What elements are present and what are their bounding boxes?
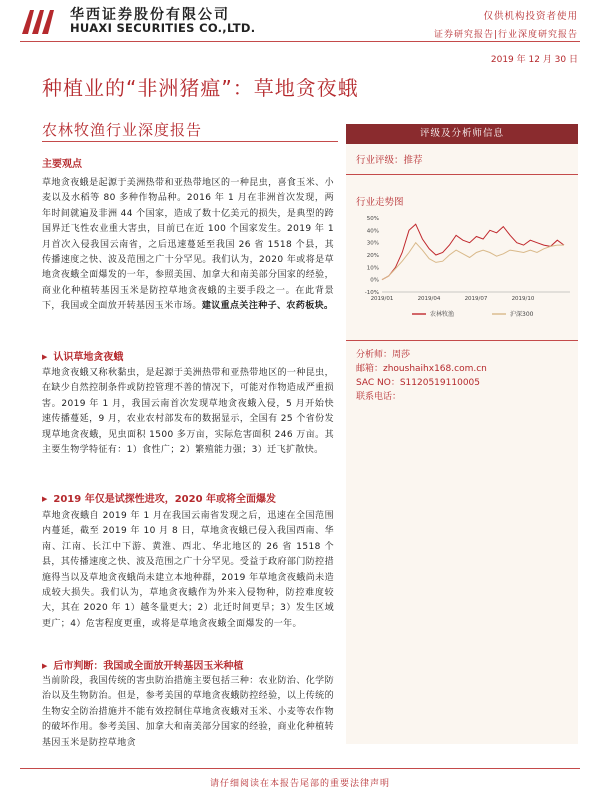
section-heading: ▶ 后市判断：我国或全面放开转基因玉米种植 xyxy=(42,661,244,672)
y-tick-label: 0% xyxy=(370,277,379,284)
main-view-text: 草地贪夜蛾是起源于美洲热带和亚热带地区的一种昆虫，喜食玉米、小麦以及水稻等 80 多种作物品种。2016 年 1 月在非洲首次发现，两年时间就遍及非洲 44 个国家，造成了数十亿美元的损失，是典型的跨国界迁飞性农业重大害虫，目前已在近 100 个国家发生。2019 年 1 月首次入侵我国云南省，之后迅速蔓延至我国 26 省 1518 个县，其传播速度之快、波及范围之广十分罕见。我们认为，2020 年或将是草地贪夜蛾全面爆发的一年，参照美国、加拿大和南美部分国家的经验，商业化种植转基因玉米是防控草地贪夜蛾的主要手段之一。在此背景下，我国或全面放开转基因玉米市场。建议重点关注种子、农药板块。 xyxy=(42,178,334,312)
main-view-recommendation: 建议重点关注种子、农药板块。 xyxy=(201,301,334,312)
analyst-info xyxy=(356,348,487,404)
industry-rating: 行业评级：推荐 xyxy=(356,155,423,166)
section-heading: ▶ 认识草地贪夜蛾 xyxy=(42,352,124,363)
audience-note: 仅供机构投资者使用 xyxy=(483,11,578,22)
company-logo-icon xyxy=(20,6,58,36)
section-text: 当前阶段，我国传统的害虫防治措施主要包括三种：农业防治、化学防治以及生物防治。但是，参考美国的草地贪夜蛾防控经验，以上传统的生物安全防治措施并不能有效控制住草地贪夜蛾对玉米、小麦等农作物的破坏作用。参考美国、加拿大和南美部分国家的经验，商业化种植转基因玉米是防控草地贪 xyxy=(42,676,334,748)
company-name-cn: 华西证券股份有限公司 xyxy=(70,7,230,23)
footer-divider xyxy=(20,768,580,769)
y-tick-label: 20% xyxy=(366,253,379,259)
sidebar-panel-title: 评级及分析师信息 xyxy=(346,124,578,144)
main-view-heading: 主要观点 xyxy=(42,159,82,170)
report-type-nav: 证券研究报告|行业深度研究报告 xyxy=(433,30,578,40)
series-line xyxy=(382,243,564,280)
y-tick-label: 40% xyxy=(366,228,379,235)
bullet-triangle-icon: ▶ xyxy=(42,495,48,503)
analyst-phone: 联系电话： xyxy=(356,392,402,402)
report-title: 种植业的“非洲猪瘟”：草地贪夜蛾 xyxy=(42,76,359,100)
legend-label: 沪深300 xyxy=(510,311,534,318)
y-tick-label: 50% xyxy=(366,216,379,222)
y-tick-label: 30% xyxy=(366,240,379,247)
section-text: 草地贪夜蛾又称秋黏虫，是起源于美洲热带和亚热带地区的一种昆虫，在缺少自然控制条件或防控管理不善的情况下，可能对作物造成严重损害。2019 年 1 月，我国云南首次发现草地贪夜蛾入侵，5 月开始快速传播蔓延，9 月，农业农村部发布的数据显示，全国有 25 个省份发现草地贪夜蛾，见虫面积 1500 多万亩，实际危害面积 246 万亩。其主要生物学特征有：1）食性广；2）繁殖能力强；3）迁飞扩散快。 xyxy=(42,368,334,456)
analyst-email: 邮箱：zhoushaihx168.com.cn xyxy=(356,364,487,374)
x-tick-label: 2019/10 xyxy=(511,296,535,302)
analyst-name: 分析师：周莎 xyxy=(356,350,411,360)
trend-chart-title: 行业走势图 xyxy=(356,197,404,208)
bullet-triangle-icon: ▶ xyxy=(42,662,48,670)
report-date: 2019 年 12 月 30 日 xyxy=(490,55,578,65)
analyst-sac: SAC NO：S1120519110005 xyxy=(356,378,480,388)
subtitle-divider xyxy=(42,141,338,142)
x-tick-label: 2019/01 xyxy=(370,296,394,302)
section-heading: ▶ 2019 年仅是试探性进攻，2020 年或将全面爆发 xyxy=(42,494,277,505)
sidebar-divider xyxy=(346,174,578,175)
x-tick-label: 2019/07 xyxy=(464,296,488,302)
y-tick-label: 10% xyxy=(366,265,379,272)
industry-trend-chart xyxy=(352,210,576,328)
header-divider xyxy=(20,41,580,42)
x-tick-label: 2019/04 xyxy=(417,296,441,302)
y-tick-label: -10% xyxy=(364,290,379,296)
section-text: 草地贪夜蛾自 2019 年 1 月在我国云南省发现之后，迅速在全国范围内蔓延，截至 2019 年 10 月 8 日，草地贪夜蛾已侵入我国西南、华南、江南、长江中下游、黄淮、西北、华北地区的 26 省 1518 个县，其传播速度之快、波及范围之广十分罕见。受益于政府部门防控措施得当以及草地贪夜蛾尚未建立本地种群，2019 年草地贪夜蛾尚未造成较大损失。我们认为，草地贪夜蛾作为外来入侵物种，防控难度较大，其在 2020 年 1）越冬量更大；2）北迁时间更早；3）发生区域更广；4）危害程度更重，或将是草地贪夜蛾全面爆发的一年。 xyxy=(42,511,334,629)
bullet-triangle-icon: ▶ xyxy=(42,353,48,361)
company-name-en: HUAXI SECURITIES CO.,LTD. xyxy=(70,21,256,35)
report-subtitle: 农林牧渔行业深度报告 xyxy=(42,121,203,139)
sidebar-divider xyxy=(346,340,578,341)
legend-label: 农林牧渔 xyxy=(430,311,455,318)
legal-notice: 请仔细阅读在本报告尾部的重要法律声明 xyxy=(209,779,390,789)
